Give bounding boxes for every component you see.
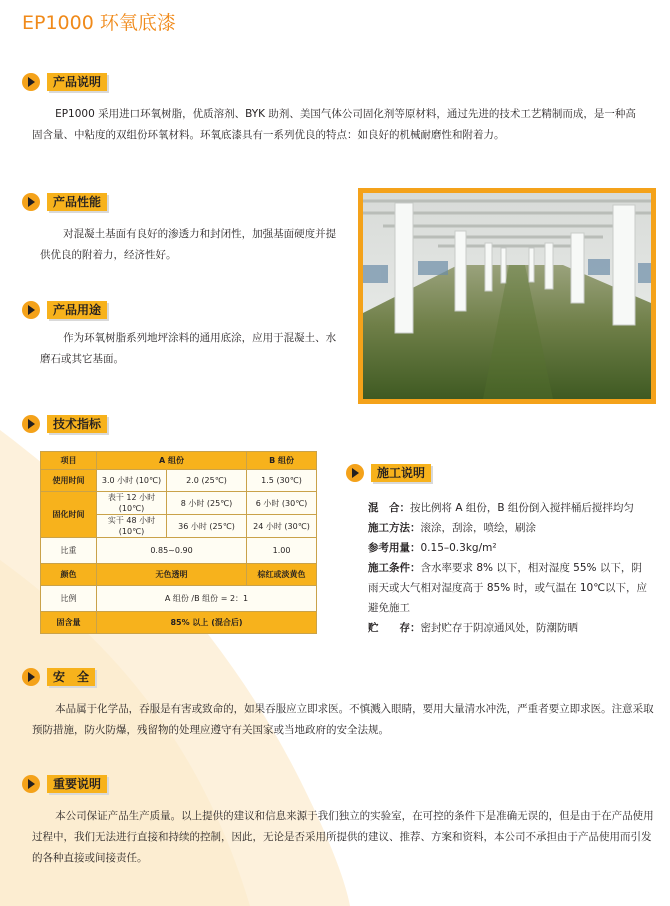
section-label: 产品用途 xyxy=(47,301,107,319)
play-bullet-icon xyxy=(22,301,40,319)
table-row xyxy=(41,586,317,612)
cell: A 组份 /B 组份 = 2：1 xyxy=(97,586,317,612)
factory-floor-photo xyxy=(358,188,656,404)
play-bullet-icon xyxy=(22,193,40,211)
cell: 1.00 xyxy=(247,538,317,564)
row-label: 使用时间 xyxy=(41,470,97,492)
section-label: 产品性能 xyxy=(47,193,107,211)
section-header-usage xyxy=(22,301,107,319)
cell: 表干 12 小时 (10℃) xyxy=(97,492,167,515)
play-bullet-icon xyxy=(346,464,364,482)
usage-text: 作为环氧树脂系列地坪涂料的通用底涂，应用于混凝土、水磨石或其它基面。 xyxy=(40,332,337,365)
cell: 棕红或淡黄色 xyxy=(247,564,317,586)
row-label: 比重 xyxy=(41,538,97,564)
row-label: 颜色 xyxy=(41,564,97,586)
section-header-specs xyxy=(22,415,107,433)
spec-table xyxy=(40,451,317,634)
section-header-description xyxy=(22,73,107,91)
application-line: 贮 存：密封贮存于阴凉通风处，防潮防晒 xyxy=(368,622,578,634)
cell: 0.85~0.90 xyxy=(97,538,247,564)
cell: 36 小时 (25℃) xyxy=(167,515,247,538)
application-list xyxy=(368,498,660,638)
safety-text: 本品属于化学品，吞服是有害或致命的，如果吞服应立即求医。不慎溅入眼睛，要用大量清水冲洗，严重者要立即求医。注意采取预防措施，防火防爆，残留物的处理应遵守有关国家或当地政府的安全法规。 xyxy=(32,703,654,736)
table-row xyxy=(41,470,317,492)
section-label: 技术指标 xyxy=(47,415,107,433)
section-header-application xyxy=(346,464,431,482)
cell: 实干 48 小时 (10℃) xyxy=(97,515,167,538)
performance-text: 对混凝土基面有良好的渗透力和封闭性，加强基面硬度并提供优良的附着力，经济性好。 xyxy=(40,228,337,261)
section-header-safety xyxy=(22,668,95,686)
cell: 8 小时 (25℃) xyxy=(167,492,247,515)
section-label: 施工说明 xyxy=(371,464,431,482)
row-label: 比例 xyxy=(41,586,97,612)
notice-text: 本公司保证产品生产质量。以上提供的建议和信息来源于我们独立的实验室，在可控的条件下是准确无误的，但是由于在产品使用过程中，我们无法进行直接和持续的控制，因此，无论是否采用所提供的建议、推荐、方案和资料，本公司不承担由于产品使用而引发的各种直接或间接责任。 xyxy=(32,810,654,864)
description-text: EP1000 采用进口环氧树脂，优质溶剂、BYK 助剂、美国气体公司固化剂等原材料，通过先进的技术工艺精制而成，是一种高固含量、中粘度的双组份环氧材料。环氧底漆具有一系列优良的特点：如良好的机械耐磨性和附着力。 xyxy=(32,108,636,141)
table-row xyxy=(41,564,317,586)
play-bullet-icon xyxy=(22,668,40,686)
cell: 24 小时 (30℃) xyxy=(247,515,317,538)
cell: 6 小时 (30℃) xyxy=(247,492,317,515)
application-line: 混 合：按比例将 A 组份，B 组份倒入搅拌桶后搅拌均匀 xyxy=(368,502,634,514)
application-line: 避免施工 xyxy=(368,602,410,614)
play-bullet-icon xyxy=(22,415,40,433)
application-line: 参考用量：0.15–0.3kg/m² xyxy=(368,542,497,554)
section-header-performance xyxy=(22,193,107,211)
section-header-notice xyxy=(22,775,107,793)
play-bullet-icon xyxy=(22,73,40,91)
table-row xyxy=(41,612,317,634)
application-line: 施工条件：含水率要求 8% 以下，相对湿度 55% 以下，阴 xyxy=(368,562,642,574)
cell: 1.5 (30℃) xyxy=(247,470,317,492)
application-line: 雨天或大气相对湿度高于 85% 时，或气温在 10℃以下，应 xyxy=(368,582,648,594)
section-label: 安 全 xyxy=(47,668,95,686)
cell: 2.0 (25℃) xyxy=(167,470,247,492)
row-label: 固化时间 xyxy=(41,492,97,538)
application-line: 施工方法：滚涂，刮涂，喷绘，刷涂 xyxy=(368,522,536,534)
cell: 3.0 小时 (10℃) xyxy=(97,470,167,492)
header-a: A 组份 xyxy=(97,452,247,470)
table-row xyxy=(41,492,317,515)
section-label: 重要说明 xyxy=(47,775,107,793)
table-row xyxy=(41,538,317,564)
cell: 85% 以上 (混合后) xyxy=(97,612,317,634)
header-item: 项目 xyxy=(41,452,97,470)
play-bullet-icon xyxy=(22,775,40,793)
spec-table-wrapper xyxy=(40,451,317,634)
section-label: 产品说明 xyxy=(47,73,107,91)
page-title: EP1000 环氧底漆 xyxy=(22,12,176,34)
cell: 无色透明 xyxy=(97,564,247,586)
header-b: B 组份 xyxy=(247,452,317,470)
row-label: 固含量 xyxy=(41,612,97,634)
table-header-row xyxy=(41,452,317,470)
